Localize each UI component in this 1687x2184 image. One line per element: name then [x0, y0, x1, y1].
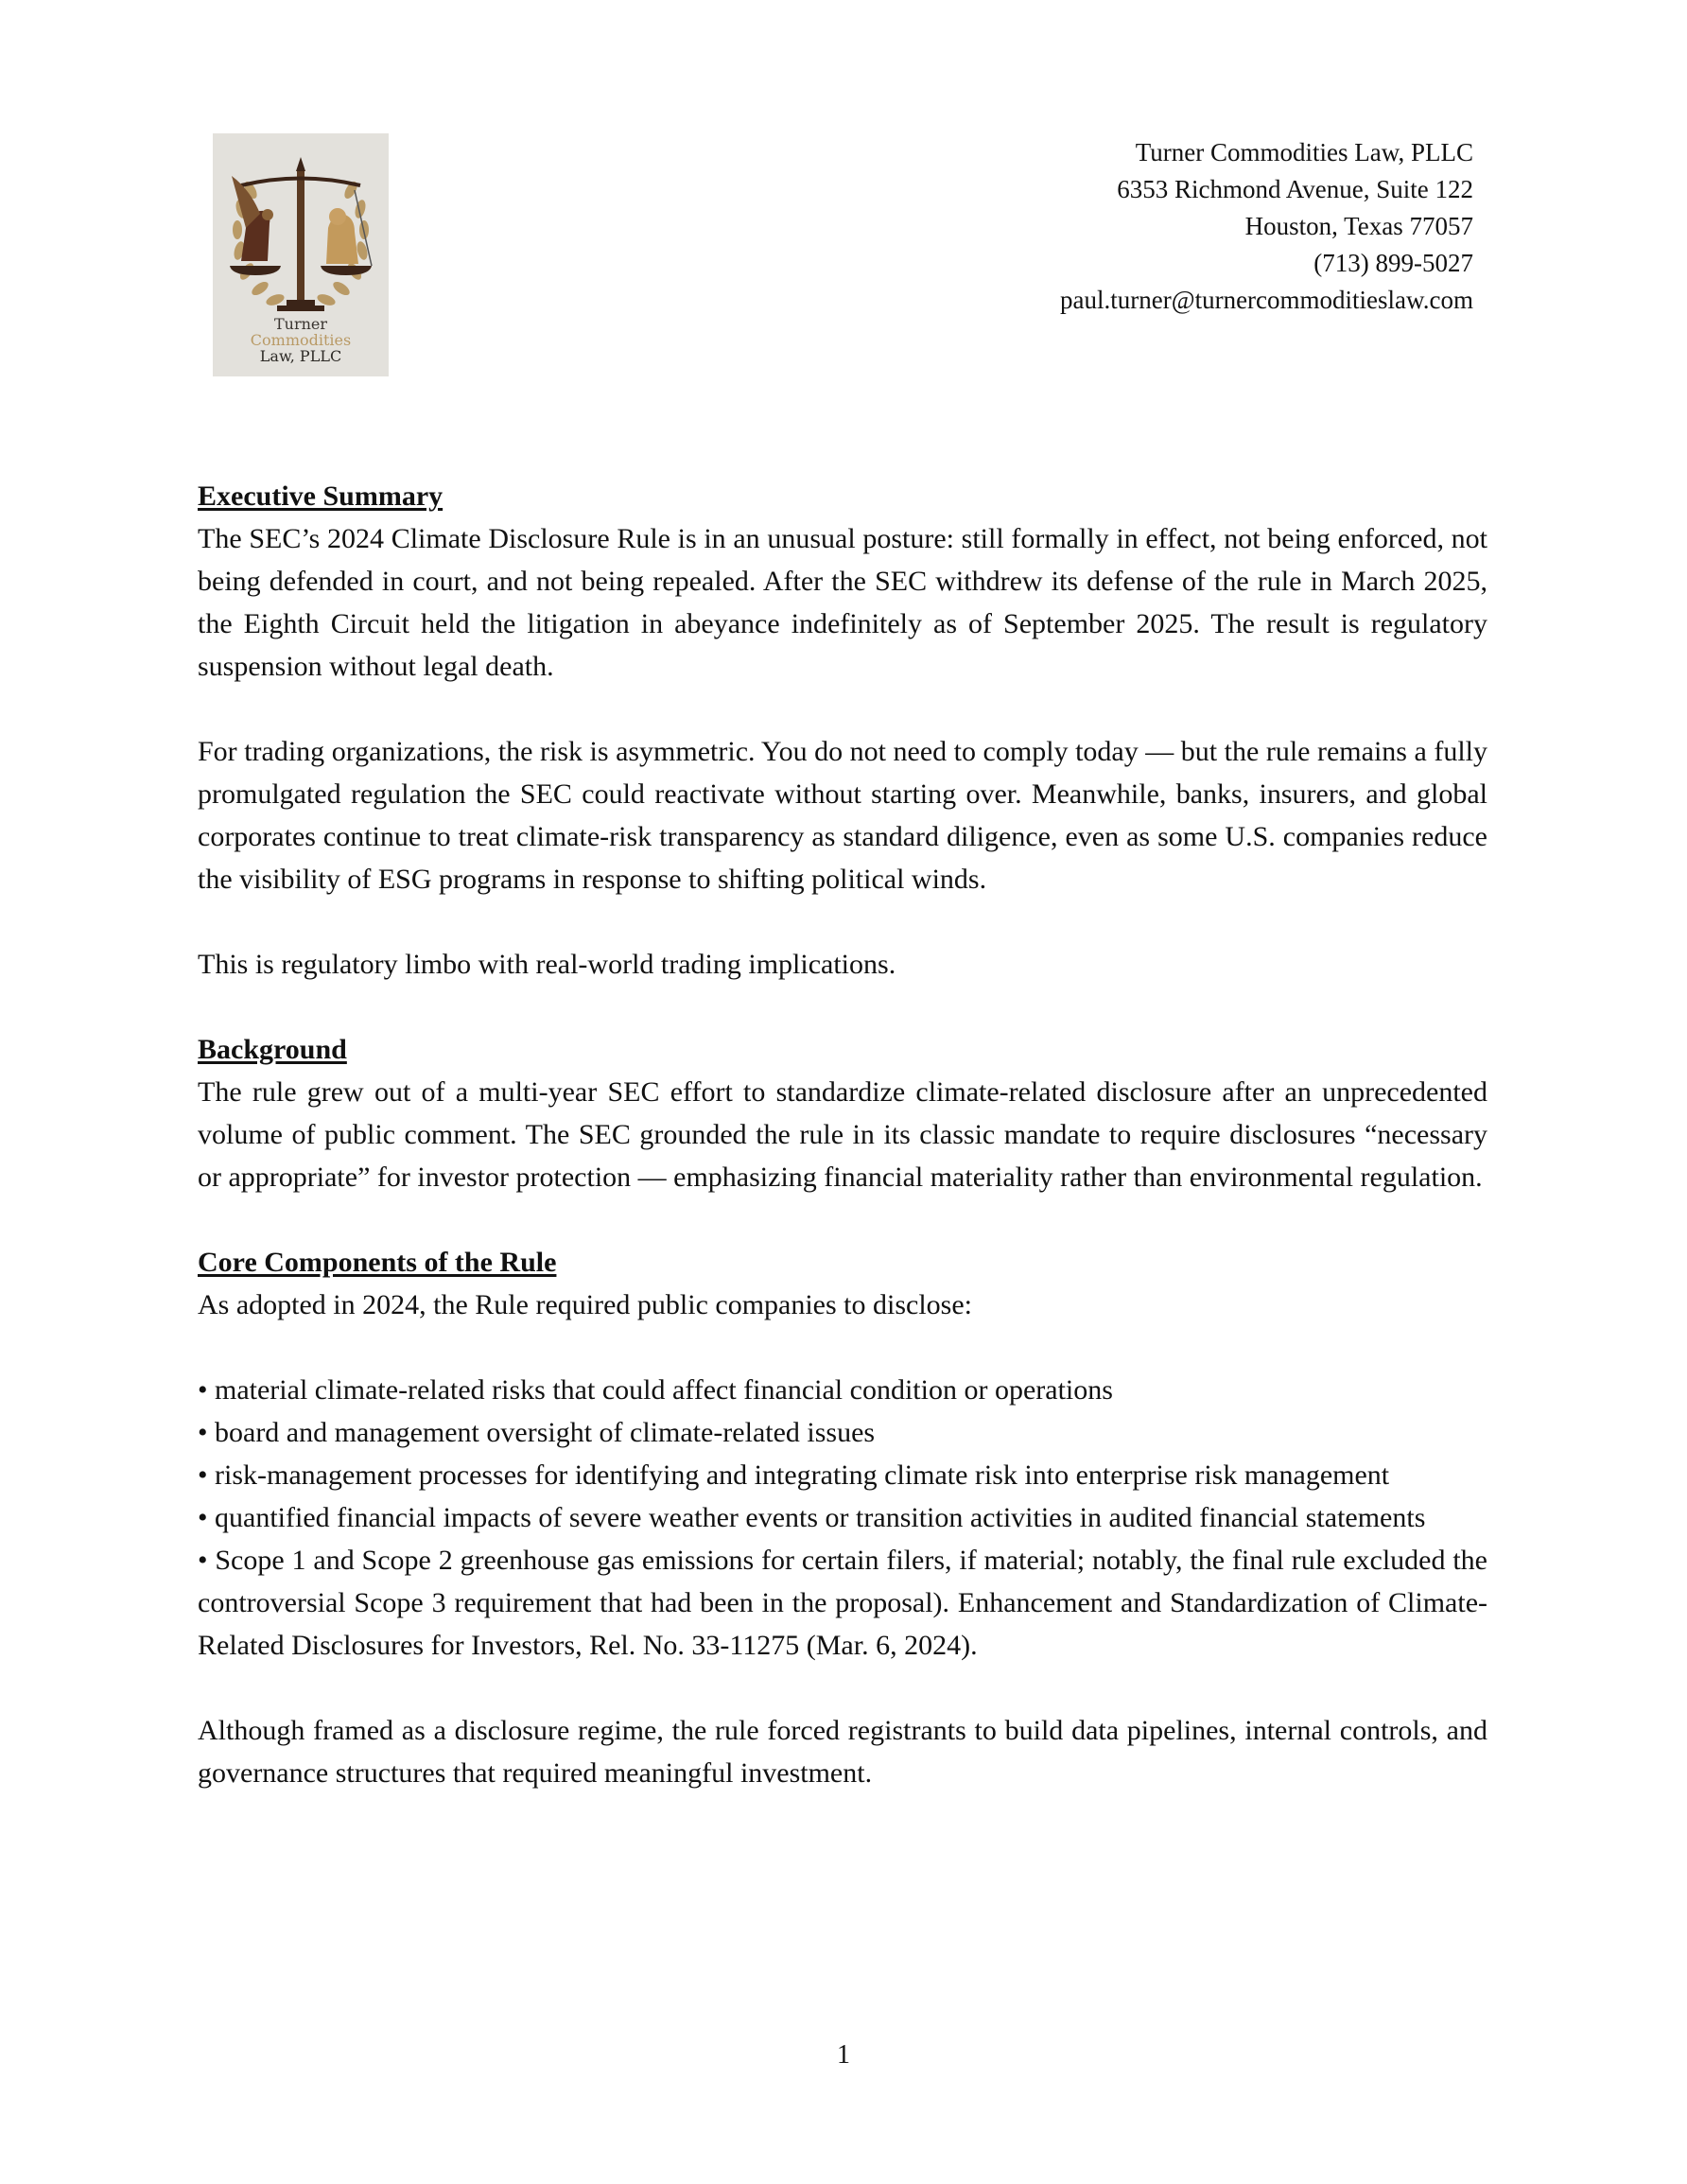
email-address: paul.turner@turnercommoditieslaw.com	[1060, 286, 1473, 314]
paragraph: Although framed as a disclosure regime, the rule forced registrants to build data pipelines, internal controls, and governance structures that required meaningful investment.	[198, 1715, 1487, 1789]
address-line1: 6353 Richmond Avenue, Suite 122	[1117, 175, 1473, 203]
list-item: • quantified financial impacts of severe weather events or transition activities in audited financial statements	[198, 1502, 1426, 1533]
letterhead	[1060, 134, 1473, 319]
list-item: • material climate-related risks that could affect financial condition or operations	[198, 1374, 1113, 1406]
logo-text-line2: Commodities	[250, 331, 352, 349]
heading-core-components: Core Components of the Rule	[198, 1247, 557, 1278]
firm-logo	[213, 133, 389, 376]
heading-executive-summary: Executive Summary	[198, 480, 443, 512]
paragraph: As adopted in 2024, the Rule required public companies to disclose:	[198, 1289, 972, 1320]
logo-text-line3: Law, PLLC	[259, 347, 342, 365]
logo-text-line1: Turner	[273, 315, 328, 333]
list-item: • risk-management processes for identifying and integrating climate risk into enterprise risk management	[198, 1459, 1390, 1491]
phone-number: (713) 899-5027	[1313, 249, 1473, 277]
page-number: 1	[837, 2040, 850, 2070]
firm-name: Turner Commodities Law, PLLC	[1135, 138, 1473, 166]
paragraph: The rule grew out of a multi-year SEC effort to standardize climate-related disclosure after an unprecedented volume of public comment. The SEC grounded the rule in its classic mandate to require disclosures “necessary or appropriate” for investor protection — emphasizing financial materiality rather than environmental regulation.	[198, 1076, 1487, 1193]
heading-background: Background	[198, 1034, 347, 1065]
list-item: • Scope 1 and Scope 2 greenhouse gas emissions for certain filers, if material; notably, the final rule excluded the controversial Scope 3 requirement that had been in the proposal). Enhancement and Standardization of Climate-Related Disclosures for Investors, Rel. No. 33-11275 (Mar. 6, 2024).	[198, 1545, 1487, 1661]
address-line2: Houston, Texas 77057	[1244, 212, 1473, 240]
document-body	[198, 475, 1487, 1794]
paragraph: This is regulatory limbo with real-world trading implications.	[198, 949, 896, 980]
paragraph: The SEC’s 2024 Climate Disclosure Rule is in an unusual posture: still formally in effect, not being enforced, not being defended in court, and not being repealed. After the SEC withdrew its defense of the rule in March 2025, the Eighth Circuit held the litigation in abeyance indefinitely as of September 2025. The result is regulatory suspension without legal death.	[198, 523, 1487, 682]
list-item: • board and management oversight of climate-related issues	[198, 1417, 876, 1448]
paragraph: For trading organizations, the risk is asymmetric. You do not need to comply today — but the rule remains a fully promulgated regulation the SEC could reactivate without starting over. Meanwhile, banks, insurers, and global corporates continue to treat climate-risk transparency as standard diligence, even as some U.S. companies reduce the visibility of ESG programs in response to shifting political winds.	[198, 736, 1487, 895]
